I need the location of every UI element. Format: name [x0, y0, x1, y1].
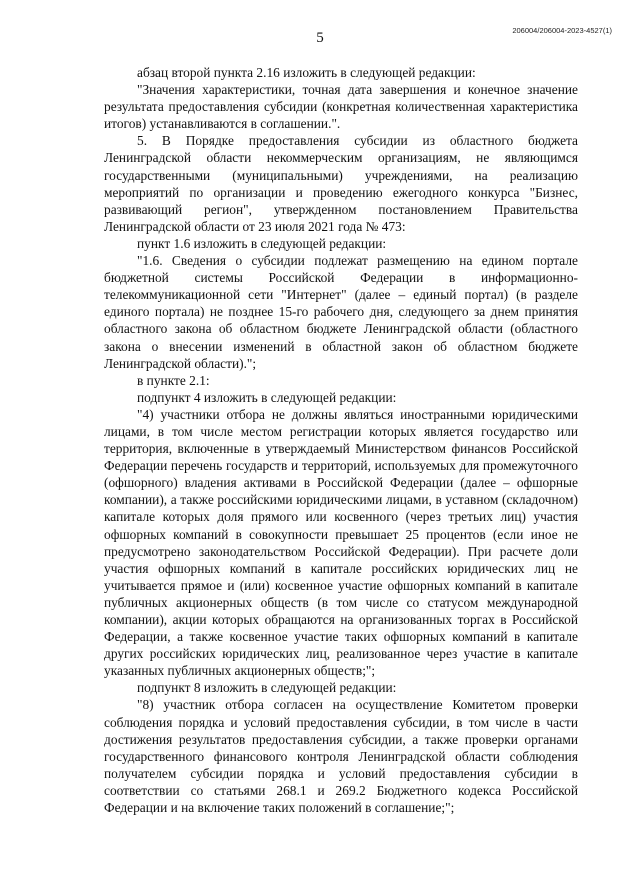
document-body — [104, 64, 578, 816]
paragraph-6: в пункте 2.1: — [137, 372, 210, 388]
paragraph-4: пункт 1.6 изложить в следующей редакции: — [137, 235, 387, 251]
paragraph-5: "1.6. Сведения о субсидии подлежат размещению на едином портале бюджетной системы Российской Федерации в информационно-телекоммуникационной сети "Интернет" (далее – единый портал) (в разделе единого портала) не позднее 15-го рабочего дня, следующего за днем принятия областного закона об областном бюджете Ленинградской области (областного закона о внесении изменений в областной закон об областном бюджете Ленинградской области)."; — [104, 253, 578, 371]
paragraph-10: "8) участник отбора согласен на осуществление Комитетом проверки соблюдения порядка и условий предоставления субсидии, в том числе в части достижения результатов предоставления субсидии, а также проверки органами государственного финансового контроля Ленинградской области соблюдения получателем субсидии порядка и условий предоставления субсидии в соответствии со статьями 268.1 и 269.2 Бюджетного кодекса Российской Федерации и на включение таких положений в соглашение;"; — [104, 697, 578, 816]
paragraph-7: подпункт 4 изложить в следующей редакции: — [137, 389, 397, 405]
paragraph-1: абзац второй пункта 2.16 изложить в следующей редакции: — [137, 65, 476, 80]
paragraph-8: "4) участники отбора не должны являться иностранными юридическими лицами, в том числе местом регистрации которых является государство или территория, включенные в утверждаемый Министерством финансов Российской Федерации перечень государств и территорий, используемых для промежуточного (офшорного) владения активами в Российской Федерации (далее – офшорные компании), а также российскими юридическими лицами, в уставном (складочном) капитале которых доля прямого или косвенного (через третьих лиц) участия офшорных компаний в совокупности превышает 25 процентов (если иное не предусмотрено законодательством Российской Федерации). При расчете доли участия офшорных компаний в капитале российских юридических лиц не учитывается прямое и (или) косвенное участие офшорных компаний в капитале публичных акционерных обществ (в том числе со статусом международной компании), акции которых обращаются на организованных торгах в Российской Федерации, а также косвенное участие таких офшорных компаний в капитале других российских юридических лиц, реализованное через участие в капитале указанных публичных акционерных обществ;"; — [104, 406, 578, 679]
document-id-stamp: 206004/206004-2023-4527(1) — [512, 26, 612, 35]
paragraph-9: подпункт 8 изложить в следующей редакции: — [137, 680, 397, 696]
paragraph-2: "Значения характеристики, точная дата завершения и конечное значение результата предоставления субсидии (конкретная количественная характеристика итогов) устанавливаются в соглашении.". — [104, 82, 578, 132]
paragraph-3: 5. В Порядке предоставления субсидии из областного бюджета Ленинградской области некоммерческим организациям, не являющимся государственными (муниципальными) учреждениями, на реализацию мероприятий по организации и проведению ежегодного конкурса "Бизнес, развивающий регион", утвержденном постановлением Правительства Ленинградской области от 23 июля 2021 года № 473: — [104, 133, 578, 234]
page-number: 5 — [316, 30, 324, 46]
